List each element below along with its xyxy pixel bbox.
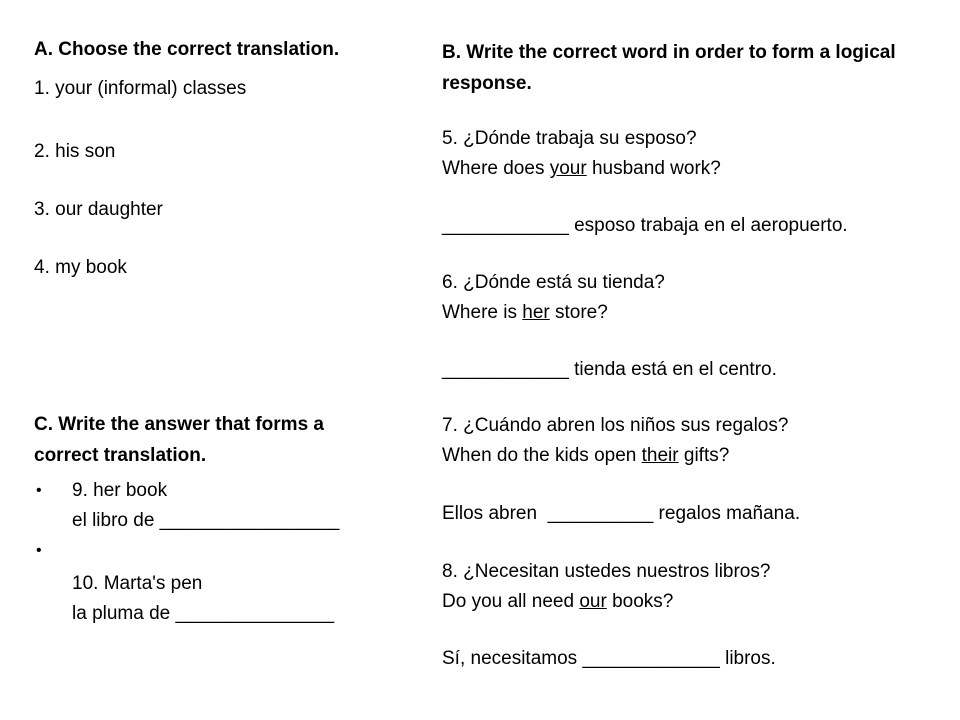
q7-underlined-word: their	[641, 445, 679, 466]
section-a-heading: A. Choose the correct translation.	[34, 39, 340, 60]
section-b-heading-line2: response.	[442, 73, 532, 94]
q7-english: When do the kids open their gifts?	[442, 445, 730, 466]
item-10-answer-line: la pluma de _______________	[72, 603, 335, 624]
q5-spanish: 5. ¿Dónde trabaja su esposo?	[442, 128, 697, 149]
q8-answer: Sí, necesitamos _____________ libros.	[442, 648, 776, 669]
section-a-item-3: 3. our daughter	[34, 199, 163, 220]
section-c-heading-line2: correct translation.	[34, 445, 207, 466]
item-9-answer-line: el libro de _________________	[72, 510, 340, 531]
q7-answer: Ellos abren __________ regalos mañana.	[442, 503, 801, 524]
q5-underlined-word: your	[549, 158, 587, 179]
q8-underlined-word: our	[579, 591, 607, 612]
section-a-item-2: 2. his son	[34, 141, 116, 162]
bullet-icon: •	[36, 482, 42, 499]
q5-answer: ____________ esposo trabaja en el aeropuerto.	[442, 215, 848, 236]
q6-english: Where is her store?	[442, 302, 608, 323]
q5-english: Where does your husband work?	[442, 158, 721, 179]
q7-spanish: 7. ¿Cuándo abren los niños sus regalos?	[442, 415, 789, 436]
item-9-prompt: 9. her book	[72, 480, 168, 501]
q8-spanish: 8. ¿Necesitan ustedes nuestros libros?	[442, 561, 771, 582]
q6-spanish: 6. ¿Dónde está su tienda?	[442, 272, 665, 293]
section-a-item-4: 4. my book	[34, 257, 127, 278]
q6-answer: ____________ tienda está en el centro.	[442, 359, 777, 380]
item-10-prompt: 10. Marta's pen	[72, 573, 203, 594]
bullet-icon: •	[36, 542, 42, 559]
section-a-item-1: 1. your (informal) classes	[34, 78, 247, 99]
q8-english: Do you all need our books?	[442, 591, 674, 612]
section-c-heading-line1: C. Write the answer that forms a	[34, 414, 324, 435]
q6-underlined-word: her	[522, 302, 550, 323]
section-b-heading-line1: B. Write the correct word in order to form a logical	[442, 42, 896, 63]
